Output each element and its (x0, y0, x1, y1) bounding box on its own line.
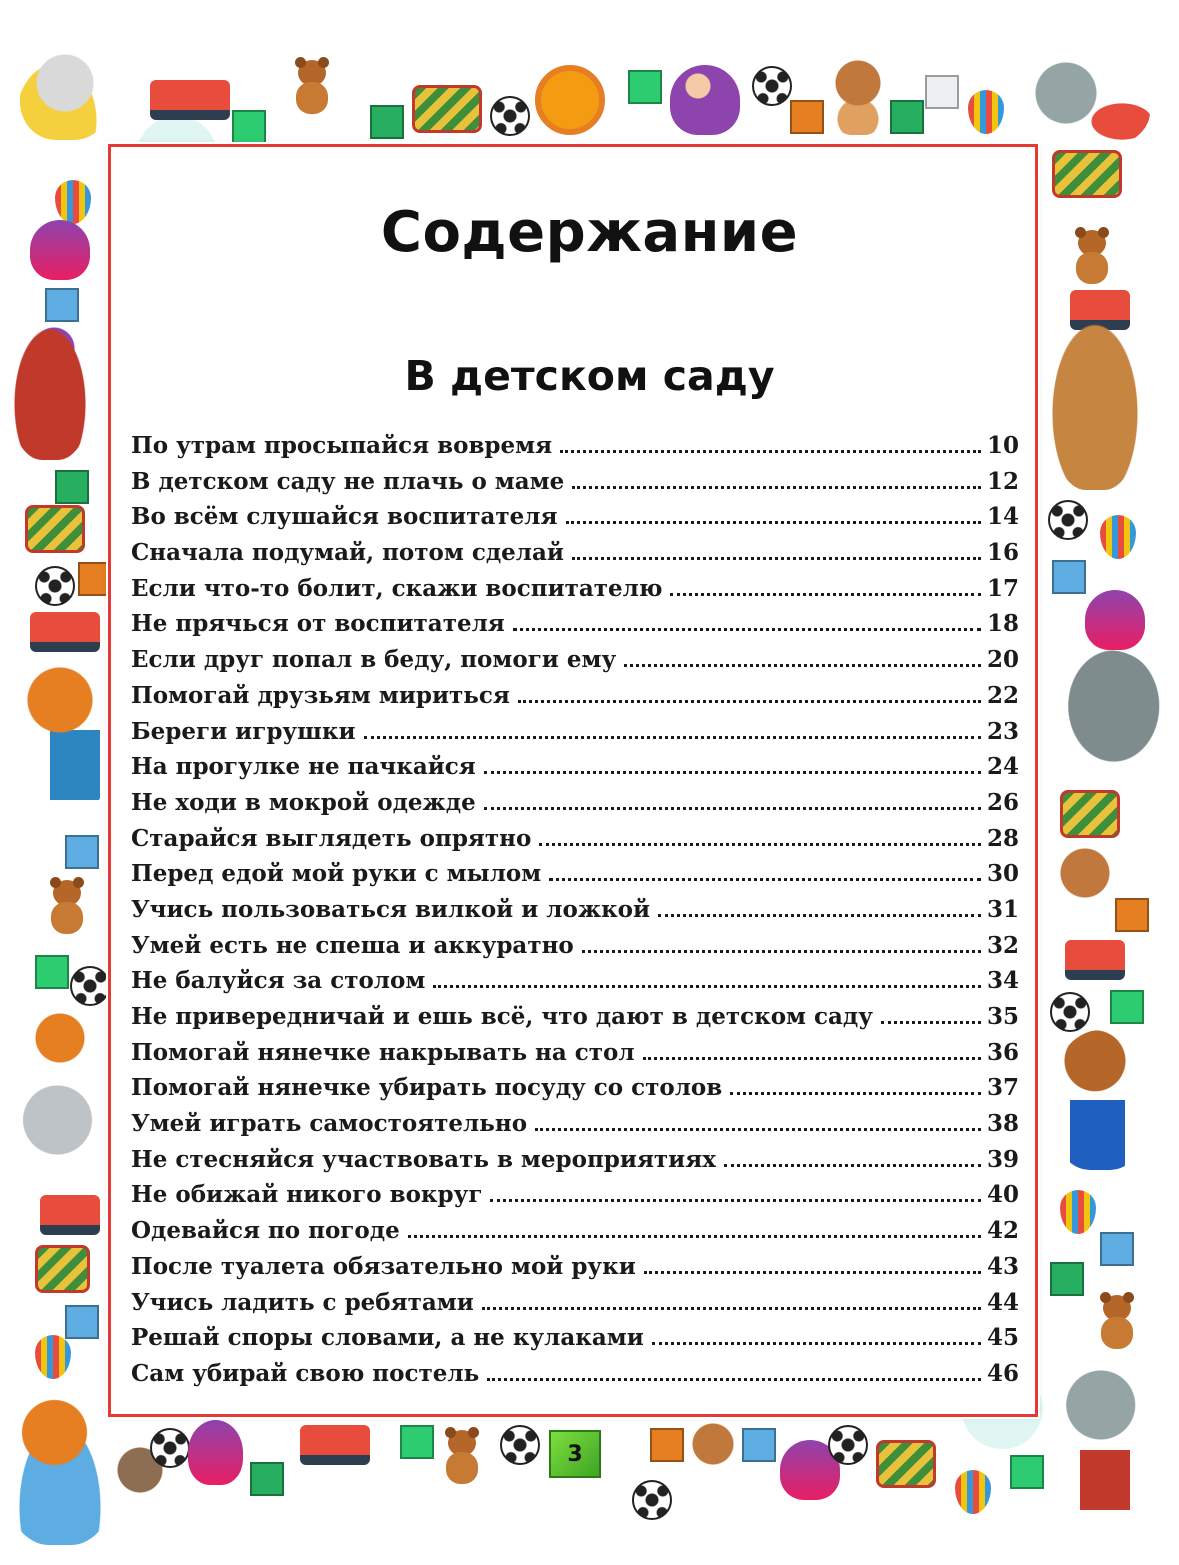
toc-entry-title: Умей есть не спеша и аккуратно (131, 931, 574, 959)
dog-icon (30, 1010, 90, 1080)
cat-with-book-icon (10, 660, 110, 820)
dot-leader (518, 700, 981, 703)
toy-block-icon (1115, 898, 1149, 932)
spinning-top-icon (955, 1470, 991, 1514)
dot-leader (535, 1128, 981, 1131)
dot-leader (364, 736, 981, 739)
toc-entry[interactable] (131, 1320, 1019, 1356)
toc-entry-page: 17 (986, 574, 1019, 602)
spinning-top-icon (35, 1335, 71, 1379)
toc-entry-title: В детском саду не плачь о маме (131, 467, 565, 495)
toc-entry[interactable] (131, 1035, 1019, 1071)
drum-icon (1060, 790, 1120, 838)
wolf-icon (1040, 1360, 1175, 1540)
page-number: 3 (567, 1441, 583, 1467)
toy-block-icon (890, 100, 924, 134)
toc-entry-title: Помогай друзьям мириться (131, 681, 510, 709)
teddy-bear-icon (290, 60, 334, 114)
toc-entry-title: Не балуйся за столом (131, 967, 426, 995)
toy-block-icon (650, 1428, 684, 1462)
dot-leader (881, 1021, 981, 1024)
toc-entry[interactable] (131, 464, 1019, 500)
toc-entry[interactable] (131, 571, 1019, 607)
table-of-contents (131, 428, 1019, 1392)
cat-icon (1010, 55, 1150, 150)
toc-entry-page: 18 (986, 610, 1019, 638)
toc-entry[interactable] (131, 856, 1019, 892)
toc-entry[interactable] (131, 1285, 1019, 1321)
toc-entry-page: 44 (986, 1288, 1019, 1316)
toc-entry-title: Во всём слушайся воспитателя (131, 503, 558, 531)
toy-block-icon (1010, 1455, 1044, 1489)
toc-entry-title: Не ходи в мокрой одежде (131, 788, 476, 816)
dot-leader (643, 1057, 981, 1060)
toc-entry-page: 22 (986, 681, 1019, 709)
dot-leader (560, 450, 981, 453)
dot-leader (652, 1342, 981, 1345)
dot-leader (670, 593, 981, 596)
toc-entry-page: 37 (986, 1074, 1019, 1102)
dog-icon (828, 55, 888, 135)
toc-entry[interactable] (131, 499, 1019, 535)
dot-leader (572, 557, 981, 560)
toc-entry-title: Умей играть самостоятельно (131, 1110, 528, 1138)
toc-entry-title: Не прячься от воспитателя (131, 610, 505, 638)
toc-entry-page: 10 (986, 432, 1019, 459)
toy-block-icon (232, 110, 266, 144)
toc-entry-title: Помогай нянечке убирать посуду со столов (131, 1074, 723, 1102)
toc-entry-title: Учись ладить с ребятами (131, 1288, 474, 1316)
toc-entry-page: 46 (986, 1359, 1019, 1387)
toc-entry[interactable] (131, 892, 1019, 928)
toc-entry-page: 39 (986, 1145, 1019, 1173)
toc-entry[interactable] (131, 749, 1019, 785)
toc-entry[interactable] (131, 678, 1019, 714)
soccer-ball-icon (500, 1425, 540, 1465)
toc-entry-title: Если что-то болит, скажи воспитателю (131, 574, 663, 602)
toc-entry-page: 28 (986, 824, 1019, 852)
alarm-clock-icon (535, 65, 605, 135)
soccer-ball-icon (150, 1428, 190, 1468)
toc-entry-title: Помогай нянечке накрывать на стол (131, 1038, 635, 1066)
teddy-bear-icon (440, 1430, 484, 1484)
toc-entry[interactable] (131, 1177, 1019, 1213)
mouse-on-moon-icon (20, 45, 110, 140)
soccer-ball-icon (752, 66, 792, 106)
toc-entry-page: 45 (986, 1324, 1019, 1352)
toc-entry-title: После туалета обязательно мой руки (131, 1252, 636, 1280)
dot-leader (549, 878, 981, 881)
drum-icon (876, 1440, 936, 1488)
toc-entry-page: 38 (986, 1110, 1019, 1138)
dot-leader (624, 664, 981, 667)
dot-leader (658, 914, 981, 917)
toc-entry[interactable] (131, 1356, 1019, 1392)
toy-block-icon (250, 1462, 284, 1496)
toc-entry-page: 14 (986, 503, 1019, 531)
toc-entry-title: Одевайся по погоде (131, 1217, 400, 1245)
spinning-top-icon (968, 90, 1004, 134)
toc-entry-page: 20 (986, 646, 1019, 674)
dot-leader (572, 486, 981, 489)
toy-block-icon (742, 1428, 776, 1462)
mouse-icon (10, 1080, 105, 1180)
page-number-badge (549, 1430, 601, 1478)
dot-leader (539, 843, 981, 846)
spinning-top-icon (1060, 1190, 1096, 1234)
spinning-top-icon (1100, 515, 1136, 559)
toc-entry[interactable] (131, 785, 1019, 821)
section-title: В детском саду (404, 352, 775, 400)
toy-train-icon (1065, 940, 1125, 980)
toc-entry[interactable] (131, 1070, 1019, 1106)
toc-entry-title: Сначала подумай, потом сделай (131, 539, 564, 567)
teddy-bear-icon (1095, 1295, 1139, 1349)
drum-icon (35, 1245, 90, 1293)
dot-leader (408, 1235, 981, 1238)
toy-block-icon (35, 955, 69, 989)
toc-entry[interactable] (131, 428, 1019, 464)
soccer-ball-icon (1050, 992, 1090, 1032)
toc-entry-page: 36 (986, 1038, 1019, 1066)
dot-leader (566, 521, 982, 524)
toc-entry[interactable] (131, 1213, 1019, 1249)
soccer-ball-icon (1048, 500, 1088, 540)
toc-entry[interactable] (131, 963, 1019, 999)
toy-block-icon (400, 1425, 434, 1459)
toy-block-icon (1110, 990, 1144, 1024)
dot-leader (433, 985, 981, 988)
toc-entry[interactable] (131, 928, 1019, 964)
dot-leader (490, 1199, 981, 1202)
dot-leader (487, 1378, 981, 1381)
toc-entry-title: Решай споры словами, а не кулаками (131, 1324, 644, 1352)
bird-icon (1045, 650, 1170, 790)
toc-entry-page: 35 (986, 1003, 1019, 1030)
toy-block-icon (1100, 1232, 1134, 1266)
clown-icon (670, 65, 740, 135)
toc-entry-title: Не привередничай и ешь всё, что дают в детском саду (131, 1003, 873, 1030)
toy-train-icon (150, 80, 230, 120)
dot-leader (730, 1092, 981, 1095)
toc-entry-title: Береги игрушки (131, 717, 356, 745)
dot-leader (513, 628, 981, 631)
toc-entry-page: 26 (986, 788, 1019, 816)
toc-entry[interactable] (131, 821, 1019, 857)
toy-train-icon (300, 1425, 370, 1465)
toc-entry-page: 32 (986, 931, 1019, 959)
toy-block-icon (1052, 560, 1086, 594)
toc-entry-title: Учись пользоваться вилкой и ложкой (131, 895, 651, 923)
toy-block-icon (370, 105, 404, 139)
toy-block-icon (1050, 1262, 1084, 1296)
toc-entry-title: На прогулке не пачкайся (131, 753, 476, 781)
toc-entry[interactable] (131, 999, 1019, 1035)
dot-leader (582, 950, 981, 953)
toc-entry-page: 42 (986, 1217, 1019, 1245)
page-title: Содержание (380, 200, 799, 265)
soccer-ball-icon (632, 1480, 672, 1520)
dot-leader (482, 1307, 981, 1310)
soccer-ball-icon (70, 966, 110, 1006)
toy-block-icon (55, 470, 89, 504)
toc-entry[interactable] (131, 1142, 1019, 1178)
toc-entry[interactable] (131, 606, 1019, 642)
toc-entry-title: Перед едой мой руки с мылом (131, 860, 542, 888)
toy-train-icon (40, 1195, 100, 1235)
toy-block-icon (925, 75, 959, 109)
bear-in-overalls-icon (1050, 1030, 1150, 1170)
drum-icon (25, 505, 85, 553)
toc-entry[interactable] (131, 535, 1019, 571)
toc-entry-page: 12 (986, 467, 1019, 495)
toc-entry-title: По утрам просыпайся вовремя (131, 432, 553, 459)
toc-entry-page: 23 (986, 717, 1019, 745)
toc-entry[interactable] (131, 1106, 1019, 1142)
toy-block-icon (45, 288, 79, 322)
toc-entry-title: Не обижай никого вокруг (131, 1181, 483, 1209)
toc-entry-page: 30 (986, 860, 1019, 888)
dog-icon (688, 1420, 738, 1480)
toc-entry-title: Сам убирай свою постель (131, 1359, 480, 1387)
soccer-ball-icon (828, 1425, 868, 1465)
owl-icon (1050, 320, 1140, 490)
toy-block-icon (790, 100, 824, 134)
toc-entry-title: Если друг попал в беду, помоги ему (131, 646, 617, 674)
clown-icon (188, 1420, 243, 1485)
dot-leader (644, 1271, 981, 1274)
toc-entry-page: 24 (986, 753, 1019, 781)
toc-entry-title: Старайся выглядеть опрятно (131, 824, 532, 852)
toc-entry-page: 34 (986, 967, 1019, 995)
toc-entry-page: 43 (986, 1252, 1019, 1280)
dot-leader (484, 771, 981, 774)
dog-icon (1055, 845, 1115, 915)
toc-entry[interactable] (131, 1249, 1019, 1285)
soccer-ball-icon (35, 566, 75, 606)
toy-block-icon (78, 562, 112, 596)
soccer-ball-icon (490, 96, 530, 136)
teddy-bear-icon (45, 880, 89, 934)
toc-entry-page: 16 (986, 539, 1019, 567)
dot-leader (724, 1164, 981, 1167)
toy-block-icon (65, 1305, 99, 1339)
dot-leader (484, 807, 981, 810)
toc-entry[interactable] (131, 714, 1019, 750)
clown-icon (1085, 590, 1145, 650)
drum-icon (412, 85, 482, 133)
toy-block-icon (65, 835, 99, 869)
toc-entry-page: 40 (986, 1181, 1019, 1209)
toc-entry-page: 31 (986, 895, 1019, 923)
toc-entry[interactable] (131, 642, 1019, 678)
drum-icon (1052, 150, 1122, 198)
toc-entry-title: Не стесняйся участвовать в мероприятиях (131, 1145, 716, 1173)
toy-block-icon (628, 70, 662, 104)
toy-train-icon (30, 612, 100, 652)
fox-icon (5, 1395, 115, 1545)
